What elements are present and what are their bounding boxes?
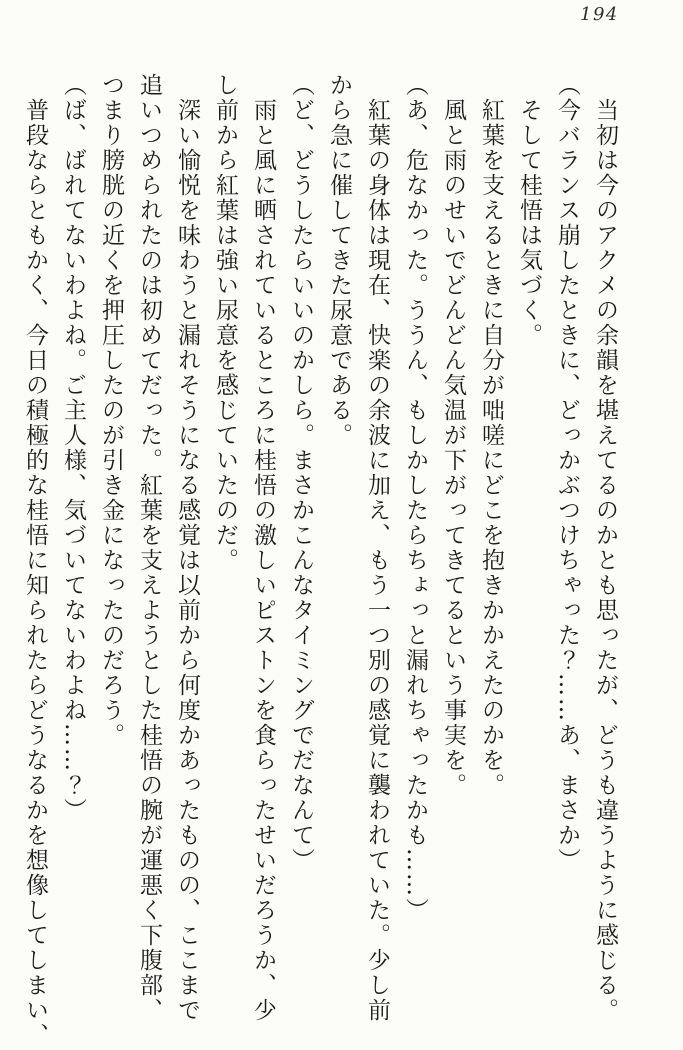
- text-line: そして桂悟は気づく。: [516, 73, 542, 348]
- text-line: 追いつめられたのは初めてだった。紅葉を支えようとした桂悟の腕が運悪く下腹部、: [136, 73, 162, 1023]
- text-line: （今バランス崩したときに、どっかぶつけちゃった？……あ、まさか）: [554, 73, 580, 873]
- text-line: （ど、どうしたらいいのかしら。まさかこんなタイミングでだなんて）: [288, 73, 314, 873]
- text-line: 当初は今のアクメの余韻を堪えてるのかとも思ったが、どうも違うように感じる。: [592, 73, 618, 1023]
- text-line: 紅葉を支えるときに自分が咄嗟にどこを抱きかかえたのかを。: [478, 73, 504, 798]
- text-line: 雨と風に晒されているところに桂悟の激しいピストンを食らったせいだろうか、少: [250, 73, 276, 1023]
- text-line: 深い愉悦を味わうと漏れそうになる感覚は以前から何度かあったものの、ここまで: [174, 73, 200, 1023]
- page-number: 194: [580, 4, 619, 25]
- text-block: [16, 73, 624, 1050]
- text-line: 紅葉の身体は現在、快楽の余波に加え、もう一つ別の感覚に襲われていた。少し前: [364, 73, 390, 1023]
- text-line: （ば、ばれてないわよね。ご主人様、気づいてないわよね……？）: [60, 73, 86, 823]
- text-line: （あ、危なかった。ううん、もしかしたらちょっと漏れちゃったかも……）: [402, 73, 428, 923]
- text-line: 普段ならともかく、今日の積極的な桂悟に知られたらどうなるかを想像してしまい、: [22, 73, 48, 1048]
- text-line: つまり膀胱の近くを押圧したのが引き金になったのだろう。: [98, 73, 124, 748]
- text-line: し前から紅葉は強い尿意を感じていたのだ。: [212, 73, 238, 573]
- text-line: から急に催してきた尿意である。: [326, 73, 352, 448]
- text-line: 風と雨のせいでどんどん気温が下がってきてるという事実を。: [440, 73, 466, 798]
